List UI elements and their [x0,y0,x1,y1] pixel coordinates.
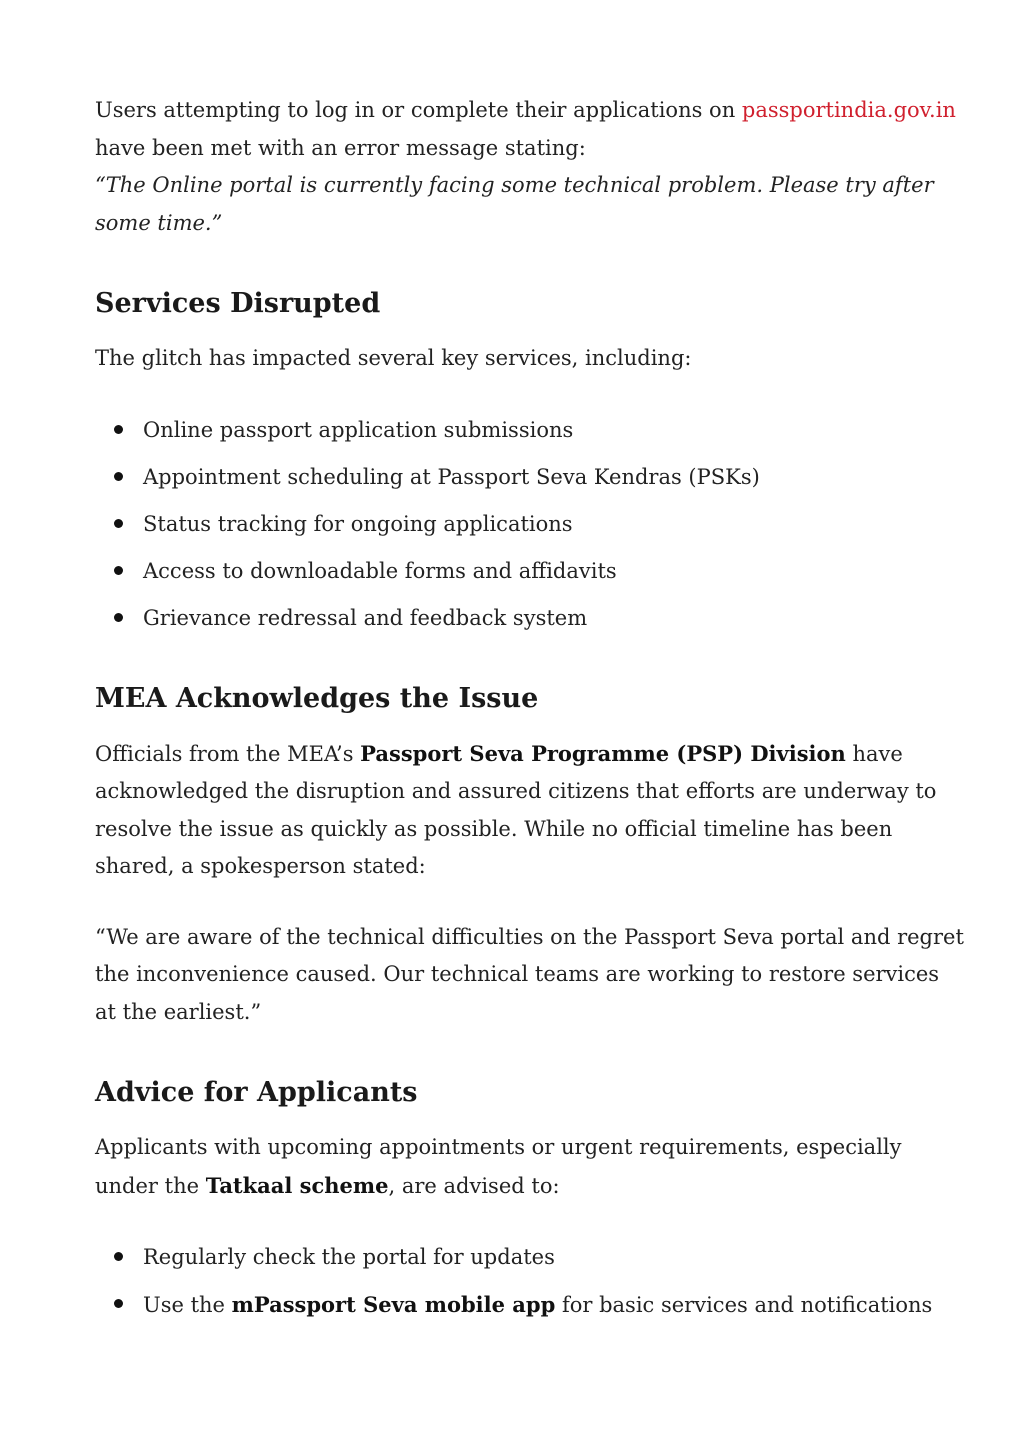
services-lead: The glitch has impacted several key services, including: [95,346,692,370]
spokesperson-quote: “We are aware of the technical difficulties on the Passport Seva portal and regret the inconvenience caused. Our technical teams are working to restore services at the earliest.” [95,924,964,1024]
advice-text-continued: , are advised to: [388,1173,560,1198]
list-item-text-continued: for basic services and notifications [555,1293,933,1317]
error-message-quote: “The Online portal is currently facing some technical problem. Please try after some time.” [95,173,934,235]
article-body [95,92,965,1329]
bullet-icon [114,425,123,434]
list-item [95,454,965,501]
services-heading: Services Disrupted [95,288,381,319]
bullet-icon [114,1252,123,1261]
bullet-icon [114,519,123,528]
bullet-icon [114,472,123,481]
tatkaal-scheme-name: Tatkaal scheme [205,1172,389,1198]
intro-text-continued: have been met with an error message stating: [95,135,586,160]
mea-paragraph [95,735,965,886]
list-item-text: Use the [143,1293,232,1317]
passport-portal-link[interactable]: passportindia.gov.in [741,98,956,122]
bullet-icon [114,1299,123,1308]
psp-division-name: Passport Seva Programme (PSP) Division [360,740,846,766]
mea-text-continued: have acknowledged the disruption and assured citizens that efforts are underway to resolve the issue as quickly as possible. While no official timeline has been shared, a spokesperson stated: [95,741,937,878]
services-list [95,407,965,642]
list-item-text: Access to downloadable forms and affidavits [143,558,617,583]
list-item [95,595,965,642]
advice-list [95,1234,965,1329]
list-item [95,407,965,454]
list-item [95,1281,965,1329]
mpassport-app-name: mPassport Seva mobile app [231,1292,556,1317]
list-item [95,501,965,548]
list-item [95,548,965,595]
list-item [95,1234,965,1281]
intro-paragraph [95,92,965,167]
list-item-text: Online passport application submissions [143,417,574,442]
bullet-icon [114,566,123,575]
list-item-text: Regularly check the portal for updates [143,1245,555,1269]
mea-text: Officials from the MEA’s [95,741,361,766]
advice-text: Applicants with upcoming appointments or urgent requirements, especially under the [95,1135,902,1198]
list-item-text: Appointment scheduling at Passport Seva Kendras (PSKs) [143,464,760,489]
bullet-icon [114,613,123,622]
advice-paragraph [95,1129,965,1205]
mea-heading: MEA Acknowledges the Issue [95,682,539,714]
list-item-text: Grievance redressal and feedback system [143,605,588,630]
advice-heading: Advice for Applicants [95,1077,418,1108]
intro-text: Users attempting to log in or complete their applications on [95,98,742,122]
list-item-text: Status tracking for ongoing applications [143,511,573,536]
